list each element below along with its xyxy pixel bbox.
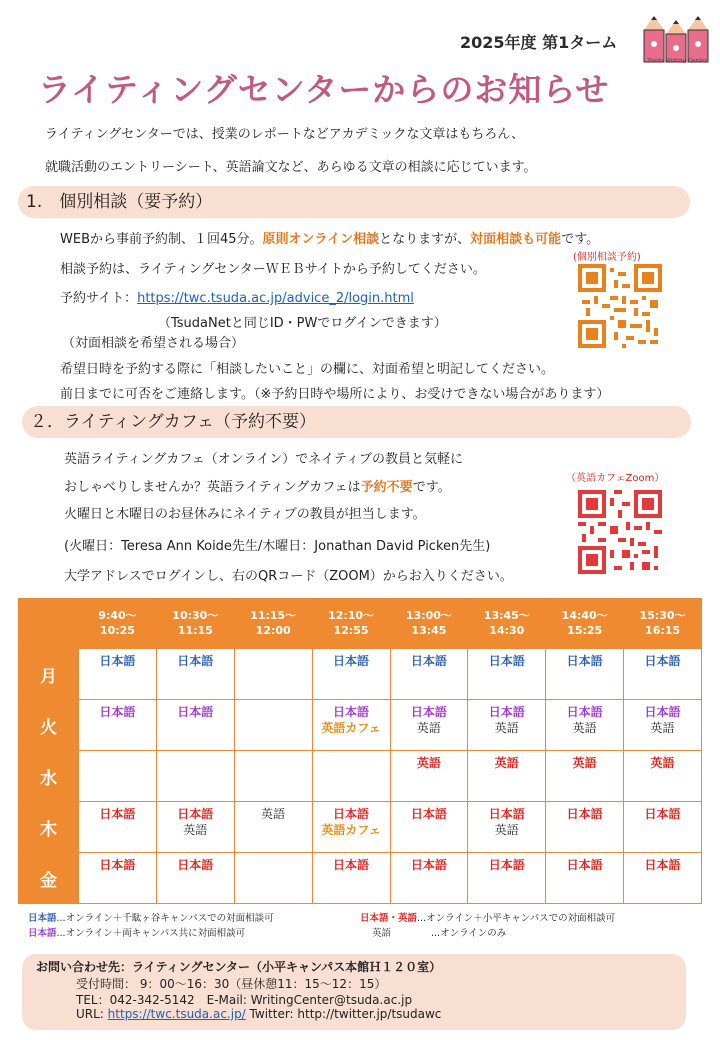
section1-line-3 [60, 287, 414, 306]
session-label: 日本語 [566, 654, 603, 668]
schedule-cell [390, 853, 468, 904]
time-slot-header: 9:40～ 10:25 [79, 599, 157, 649]
session-label: 日本語 [333, 858, 370, 872]
schedule-cell [312, 853, 390, 904]
schedule-cell [468, 751, 546, 802]
section2-line-2 [64, 476, 451, 495]
time-slot-header: 15:30～ 16:15 [624, 599, 702, 649]
legend-text: ...オンライン＋千駄ヶ谷キャンパスでの対面相談可 [56, 913, 274, 924]
website-link[interactable]: https://twc.tsuda.ac.jp/ [107, 1007, 246, 1021]
time-slot-header: 12:10～ 12:55 [312, 599, 390, 649]
schedule-cell [79, 853, 157, 904]
session-label: 日本語 [177, 654, 214, 668]
reservation-link[interactable]: https://twc.tsuda.ac.jp/advice_2/login.html [137, 291, 414, 306]
session-label: 日本語 [644, 705, 681, 719]
session-label: 英語 [183, 823, 208, 837]
session-label: 日本語 [99, 654, 136, 668]
page-title: ライティングセンターからのお知らせ [38, 70, 610, 109]
day-label: 火 [19, 700, 79, 751]
session-label: 日本語 [566, 705, 603, 719]
session-label: 日本語 [566, 858, 603, 872]
schedule-cell [156, 649, 234, 700]
time-slot-header: 10:30～ 11:15 [156, 599, 234, 649]
schedule-cell [390, 802, 468, 853]
schedule-header-row [19, 599, 702, 649]
schedule-cell [312, 649, 390, 700]
day-label: 木 [19, 802, 79, 853]
schedule-cell [312, 802, 390, 853]
legend-line-4 [372, 925, 506, 939]
time-slot-header: 13:45～ 14:30 [468, 599, 546, 649]
session-label: 日本語 [177, 858, 214, 872]
session-label: 英語 [572, 721, 597, 735]
schedule-cell [234, 700, 312, 751]
schedule-row [19, 802, 702, 853]
text: おしゃべりしませんか？英語ライティングカフェは [64, 480, 361, 495]
section2-line-3: 火曜日と木曜日のお昼休みにネイティブの教員が担当します。 [64, 507, 426, 522]
time-slot-header: 13:00～ 13:45 [390, 599, 468, 649]
section1-line-1 [60, 228, 599, 247]
schedule-cell [624, 649, 702, 700]
session-label: 英語 [650, 721, 675, 735]
schedule-cell [156, 700, 234, 751]
schedule-cell [624, 700, 702, 751]
session-label: 英語 [572, 756, 597, 770]
session-label: 英語 [494, 823, 519, 837]
legend-key-black: 英語 [372, 928, 392, 939]
section1-line-4: （TsudaNetと同じID・PWでログインできます） [158, 316, 447, 331]
session-label: 日本語 [566, 807, 603, 821]
corner-cell [19, 599, 79, 649]
schedule-cell [624, 853, 702, 904]
session-label: 英語 [261, 807, 286, 821]
legend-key-purple: 日本語 [28, 928, 57, 939]
session-label: 日本語 [488, 705, 525, 719]
schedule-cell [624, 751, 702, 802]
schedule-cell [624, 802, 702, 853]
schedule-cell [546, 649, 624, 700]
text: WEBから事前予約制、１回45分。 [60, 232, 263, 247]
session-label: 日本語 [333, 654, 370, 668]
session-label: 日本語 [177, 807, 214, 821]
session-label: 日本語 [99, 807, 136, 821]
qr-label-advice: (個別相談予約) [573, 252, 641, 263]
session-label: 日本語 [99, 858, 136, 872]
qr-code-icon[interactable] [578, 264, 662, 348]
schedule-cell [156, 853, 234, 904]
schedule-cell [468, 802, 546, 853]
section1-line-2: 相談予約は、ライティングセンターＷＥＢサイトから予約してください。 [60, 262, 486, 277]
section1-line-6: 希望日時を予約する際に「相談したいこと」の欄に、対面希望と明記してください。 [60, 362, 555, 377]
schedule-cell [468, 853, 546, 904]
session-label: 日本語 [177, 705, 214, 719]
schedule-cell [312, 700, 390, 751]
contact-tel-email: TEL：042-342-5142 E-Mail: WritingCenter@tsuda.ac.jp [76, 993, 413, 1007]
session-label: 日本語 [410, 705, 447, 719]
text: です。 [412, 480, 451, 495]
session-label: 英語カフェ [321, 721, 381, 735]
schedule-cell [546, 700, 624, 751]
day-label: 水 [19, 751, 79, 802]
legend-line-3 [360, 910, 615, 924]
online-highlight: 原則オンライン相談 [262, 232, 380, 247]
schedule-row [19, 853, 702, 904]
section1-line-5: （対面相談を希望される場合） [62, 336, 245, 351]
session-label: 日本語 [488, 858, 525, 872]
section2-line-1: 英語ライティングカフェ（オンライン）でネイティブの教員と気軽に [64, 452, 463, 467]
reservation-label: 予約サイト： [60, 291, 138, 306]
section2-line-4: (火曜日：Teresa Ann Koide先生/木曜日：Jonathan David Picken先生) [64, 539, 491, 554]
session-label: 英語カフェ [321, 823, 381, 837]
schedule-cell [390, 649, 468, 700]
twitter-text: Twitter: http://twitter.jp/tsudawc [245, 1007, 442, 1021]
text: となりますが、 [379, 232, 471, 247]
logo-text: Tsuda Writing Center [647, 58, 707, 64]
in-person-highlight: 対面相談も可能 [470, 232, 562, 247]
session-label: 英語 [416, 721, 441, 735]
schedule-table [18, 598, 702, 904]
session-label: 日本語 [644, 858, 681, 872]
section1-heading: 1. 個別相談（要予約） [18, 186, 690, 218]
legend-text: ...オンライン＋小平キャンパスでの対面相談可 [417, 913, 616, 924]
intro-line-1: ライティングセンターでは、授業のレポートなどアカデミックな文章はもちろん、 [45, 127, 525, 142]
schedule-cell [546, 853, 624, 904]
schedule-cell [156, 751, 234, 802]
session-label: 日本語 [644, 654, 681, 668]
schedule-cell [546, 802, 624, 853]
session-label: 英語 [494, 756, 519, 770]
schedule-cell [390, 700, 468, 751]
schedule-cell [234, 853, 312, 904]
session-label: 日本語 [488, 654, 525, 668]
session-label: 日本語 [644, 807, 681, 821]
schedule-cell [234, 649, 312, 700]
day-label: 金 [19, 853, 79, 904]
legend-key-red: 日本語・英語 [360, 913, 418, 924]
legend-key-blue: 日本語 [28, 913, 57, 924]
legend-text: ...オンラインのみ [431, 928, 507, 939]
session-label: 日本語 [410, 654, 447, 668]
url-label: URL: [76, 1007, 108, 1021]
section2-line-5: 大学アドレスでログインし、右のQRコード（ZOOM）からお入りください。 [64, 569, 513, 584]
session-label: 日本語 [410, 858, 447, 872]
schedule-row [19, 649, 702, 700]
qr-code-icon[interactable] [578, 490, 662, 574]
session-label: 英語 [416, 756, 441, 770]
schedule-cell [79, 649, 157, 700]
schedule-cell [546, 751, 624, 802]
no-reservation-highlight: 予約不要 [360, 480, 413, 495]
term-label: 2025年度 第1ターム [460, 33, 618, 52]
session-label: 英語 [650, 756, 675, 770]
intro-line-2: 就職活動のエントリーシート、英語論文など、あらゆる文章の相談に応じています。 [45, 160, 537, 175]
schedule-cell [79, 700, 157, 751]
text: です。 [561, 232, 600, 247]
schedule-cell [234, 802, 312, 853]
legend-line-1 [28, 910, 274, 924]
qr-label-zoom: （英語カフェZoom） [566, 473, 665, 484]
schedule-row [19, 751, 702, 802]
session-label: 日本語 [333, 705, 370, 719]
schedule-cell [79, 802, 157, 853]
time-slot-header: 11:15～ 12:00 [234, 599, 312, 649]
session-label: 英語 [494, 721, 519, 735]
schedule-row [19, 700, 702, 751]
session-label: 日本語 [410, 807, 447, 821]
schedule-cell [468, 649, 546, 700]
schedule-cell [390, 751, 468, 802]
schedule-cell [234, 751, 312, 802]
section1-line-7: 前日までに可否をご連絡します。（※予約日時や場所により、お受けできない場合があります） [60, 387, 610, 402]
contact-hours: 受付時間： 9：00～16：30（昼休憩11：15～12：15） [76, 977, 387, 991]
legend-line-2 [28, 925, 245, 939]
time-slot-header: 14:40～ 15:25 [546, 599, 624, 649]
schedule-cell [312, 751, 390, 802]
section2-heading: ２．ライティングカフェ（予約不要） [22, 406, 691, 438]
day-label: 月 [19, 649, 79, 700]
contact-url-line [76, 1007, 441, 1021]
session-label: 日本語 [333, 807, 370, 821]
legend-text: ...オンライン＋両キャンパス共に対面相談可 [56, 928, 246, 939]
session-label: 日本語 [488, 807, 525, 821]
schedule-cell [79, 751, 157, 802]
session-label: 日本語 [99, 705, 136, 719]
schedule-cell [156, 802, 234, 853]
schedule-cell [468, 700, 546, 751]
contact-heading: お問い合わせ先：ライティングセンター（小平キャンパス本館Ｈ１２０室） [36, 960, 442, 974]
